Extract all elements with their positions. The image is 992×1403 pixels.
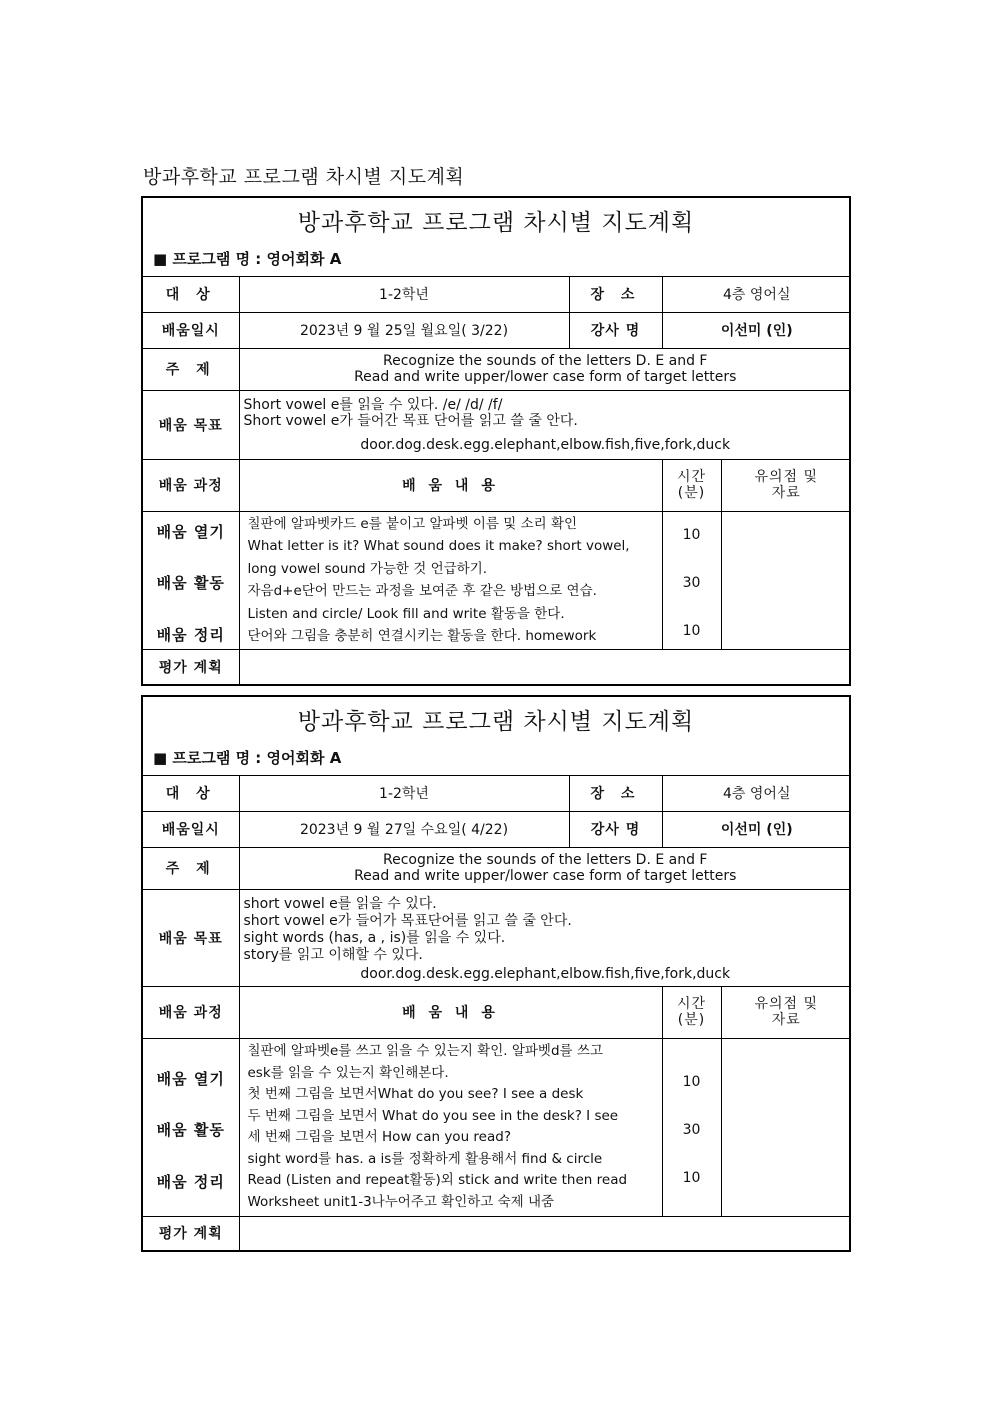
plan-title: 방과후학교 프로그램 차시별 지도계획 — [297, 210, 695, 236]
content-line: long vowel sound 가능한 것 언급하기. — [247, 560, 488, 577]
lesson-plan-1 — [141, 196, 851, 686]
time-header: 시간 (분) — [662, 459, 721, 511]
target-label: 대 상 — [143, 776, 239, 811]
topic-line: Recognize the sounds of the letters D. E and F — [383, 353, 708, 369]
content-line: 첫 번째 그림을 보면서What do you see? I see a desk — [247, 1086, 584, 1102]
eval-value — [239, 649, 851, 684]
topic-label: 주 제 — [143, 348, 239, 390]
goal-label: 배움 목표 — [143, 889, 239, 986]
content-line: What letter is it? What sound does it make? short vowel, — [247, 538, 630, 554]
goal-line: short vowel e를 읽을 수 있다. — [243, 895, 437, 912]
place-value: 4층 영어실 — [662, 277, 851, 312]
stage-wrap: 배움 정리 — [156, 626, 225, 644]
plan-title: 방과후학교 프로그램 차시별 지도계획 — [297, 709, 695, 735]
notes-column — [721, 1038, 851, 1216]
content-line: sight word를 has. a is를 정확하게 활용해서 find & circle — [247, 1150, 603, 1167]
vocab-list: door.dog.desk.egg.elephant,elbow.fish,five,fork,duck — [360, 965, 731, 982]
date-label: 배움일시 — [143, 312, 239, 348]
time-column — [662, 1038, 721, 1216]
notes-header: 유의점 및 자료 — [721, 459, 851, 511]
content-header: 배 움 내 용 — [239, 459, 662, 511]
target-value: 1-2학년 — [239, 776, 569, 811]
plan-header — [143, 697, 849, 776]
content-line: 세 번째 그림을 보면서 How can you read? — [247, 1129, 511, 1145]
content-line: 단어와 그림을 충분히 연결시키는 활동을 한다. homework — [247, 628, 597, 644]
stage-open: 배움 열기 — [156, 1070, 225, 1088]
stage-column — [143, 511, 239, 649]
date-label: 배움일시 — [143, 811, 239, 847]
time-column — [662, 511, 721, 649]
process-header: 배움 과정 — [143, 459, 239, 511]
date-value: 2023년 9 월 25일 월요일( 3/22) — [239, 312, 569, 348]
content-line: Worksheet unit1-3나누어주고 확인하고 숙제 내줌 — [247, 1193, 555, 1210]
document-title: 방과후학교 프로그램 차시별 지도계획 — [143, 166, 465, 188]
goal-line: story를 읽고 이해할 수 있다. — [243, 946, 423, 963]
stage-open: 배움 열기 — [156, 523, 225, 541]
topic-line: Recognize the sounds of the letters D. E and F — [383, 852, 708, 868]
goal-line: short vowel e가 들어가 목표단어를 읽고 쓸 줄 안다. — [243, 912, 572, 929]
plan-header — [143, 198, 849, 277]
time-activity: 30 — [682, 1122, 701, 1138]
content-header: 배 움 내 용 — [239, 986, 662, 1038]
goal-line: Short vowel e가 들어간 목표 단어를 읽고 쓸 줄 안다. — [243, 412, 578, 429]
content-column — [239, 1038, 662, 1216]
notes-column — [721, 511, 851, 649]
time-open: 10 — [682, 1074, 701, 1090]
goal-line: sight words (has, a , is)를 읽을 수 있다. — [243, 929, 506, 946]
content-column — [239, 511, 662, 649]
content-line: 두 번째 그림을 보면서 What do you see in the desk? I see — [247, 1107, 619, 1124]
teacher-label: 강사 명 — [569, 811, 662, 847]
program-name: ■ 프로그램 명 : 영어회화 A — [153, 749, 342, 767]
stage-activity: 배움 활동 — [156, 574, 225, 592]
teacher-label: 강사 명 — [569, 312, 662, 348]
lesson-plan-2 — [141, 695, 851, 1252]
eval-label: 평가 계획 — [143, 649, 239, 684]
plan-table — [143, 277, 851, 684]
teacher-name: 이선미 (인) — [720, 323, 793, 339]
stage-activity: 배움 활동 — [156, 1121, 225, 1139]
time-wrap: 10 — [682, 1170, 701, 1186]
time-wrap: 10 — [682, 623, 701, 639]
plan-table — [143, 776, 851, 1250]
process-header: 배움 과정 — [143, 986, 239, 1038]
topic-label: 주 제 — [143, 847, 239, 889]
content-line: Read (Listen and repeat활동)외 stick and write then read — [247, 1172, 628, 1188]
vocab-list: door.dog.desk.egg.elephant,elbow.fish,five,fork,duck — [360, 436, 731, 453]
teacher-value — [662, 312, 851, 348]
stage-column — [143, 1038, 239, 1216]
target-value: 1-2학년 — [239, 277, 569, 312]
teacher-name: 이선미 (인) — [720, 822, 793, 838]
goal-line: Short vowel e를 읽을 수 있다. /e/ /d/ /f/ — [243, 396, 503, 413]
goal-label: 배움 목표 — [143, 390, 239, 459]
eval-value — [239, 1216, 851, 1250]
time-activity: 30 — [682, 575, 701, 591]
content-line: esk를 읽을 수 있는지 확인해본다. — [247, 1064, 449, 1081]
content-line: 자음d+e단어 만드는 과정을 보여준 후 같은 방법으로 연습. — [247, 583, 597, 599]
goal-value — [239, 390, 851, 459]
topic-value — [239, 847, 851, 889]
content-line: Listen and circle/ Look fill and write 활동을 한다. — [247, 605, 565, 622]
teacher-value — [662, 811, 851, 847]
content-line: 칠판에 알파벳e를 쓰고 읽을 수 있는지 확인. 알파벳d를 쓰고 — [247, 1043, 603, 1059]
notes-header: 유의점 및 자료 — [721, 986, 851, 1038]
target-label: 대 상 — [143, 277, 239, 312]
program-name: ■ 프로그램 명 : 영어회화 A — [153, 250, 342, 268]
date-value: 2023년 9 월 27일 수요일( 4/22) — [239, 811, 569, 847]
topic-line: Read and write upper/lower case form of target letters — [354, 369, 737, 385]
place-label: 장 소 — [569, 776, 662, 811]
content-line: 칠판에 알파벳카드 e를 붙이고 알파벳 이름 및 소리 확인 — [247, 515, 578, 532]
place-label: 장 소 — [569, 277, 662, 312]
topic-value — [239, 348, 851, 390]
goal-value — [239, 889, 851, 986]
time-open: 10 — [682, 527, 701, 543]
eval-label: 평가 계획 — [143, 1216, 239, 1250]
stage-wrap: 배움 정리 — [156, 1173, 225, 1191]
place-value: 4층 영어실 — [662, 776, 851, 811]
topic-line: Read and write upper/lower case form of target letters — [354, 868, 737, 884]
time-header: 시간 (분) — [662, 986, 721, 1038]
